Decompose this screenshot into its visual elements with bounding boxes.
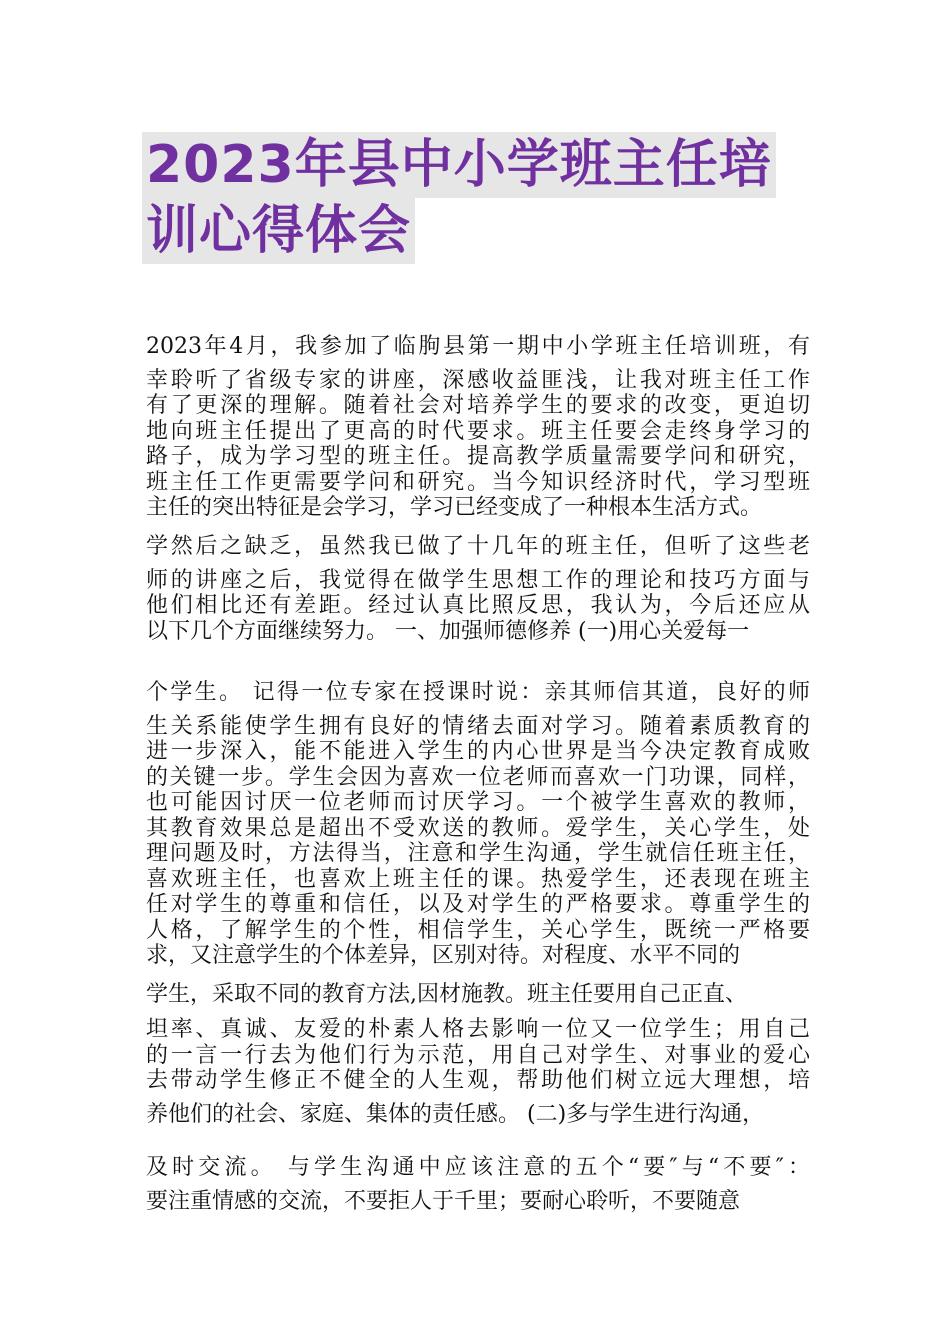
text-line: 主任的突出特征是会学习，学习已经变成了一种根本生活方式。 bbox=[146, 495, 763, 520]
title-line-2: 训心得体会 bbox=[142, 198, 415, 264]
text-line: 以下几个方面继续努力。 一、加强师德修养 (一)用心关爱每一 bbox=[146, 618, 750, 644]
text-line: 喜欢班主任，也喜欢上班主任的课。热爱学生，还表现在班主 bbox=[146, 866, 810, 892]
text-line: 求，又注意学生的个体差异，区别对待。对程度、水平不同的 bbox=[146, 943, 741, 968]
paragraph-2 bbox=[146, 534, 810, 644]
text-line: 个学生。 记得一位专家在授课时说：亲其师信其道，良好的师 bbox=[146, 680, 810, 705]
paragraph-4 bbox=[146, 982, 810, 1008]
paragraph-3 bbox=[146, 680, 810, 969]
text-line: 幸聆听了省级专家的讲座，深感收益匪浅，让我对班主任工作 bbox=[146, 367, 810, 393]
text-line: 坦率、真诚、友爱的朴素人格去影响一位又一位学生；用自己 bbox=[146, 1017, 810, 1042]
text-line: 人格，了解学生的个性，相信学生，关心学生，既统一严格要 bbox=[146, 917, 810, 943]
text-line: 的关键一步。学生会因为喜欢一位老师而喜欢一门功课，同样， bbox=[146, 764, 810, 790]
text-line: 去带动学生修正不健全的人生观，帮助他们树立远大理想，培 bbox=[146, 1068, 810, 1093]
text-line: 生关系能使学生拥有良好的情绪去面对学习。随着素质教育的 bbox=[146, 713, 810, 739]
text-line: 班主任工作更需要学问和研究。当今知识经济时代，学习型班 bbox=[146, 469, 810, 495]
text-line: 2023年4月，我参加了临朐县第一期中小学班主任培训班，有 bbox=[146, 334, 810, 359]
text-line: 师的讲座之后，我觉得在做学生思想工作的理论和技巧方面与 bbox=[146, 567, 810, 593]
text-line: 他们相比还有差距。经过认真比照反思，我认为，今后还应从 bbox=[146, 593, 810, 618]
document-title bbox=[142, 132, 822, 264]
text-line: 其教育效果总是超出不受欢送的教师。爱学生，关心学生，处 bbox=[146, 815, 810, 841]
text-line: 要注重情感的交流，不要拒人于千里；要耐心聆听，不要随意 bbox=[146, 1188, 741, 1214]
text-line: 有了更深的理解。随着社会对培养学生的要求的改变，更迫切 bbox=[146, 393, 810, 418]
title-line-1: 2023年县中小学班主任培 bbox=[142, 132, 776, 198]
text-line: 养他们的社会、家庭、集体的责任感。 (二)多与学生进行沟通， bbox=[146, 1101, 765, 1127]
text-line: 任对学生的尊重和信任，以及对学生的严格要求。尊重学生的 bbox=[146, 892, 810, 917]
text-line: 的一言一行去为他们行为示范，用自己对学生、对事业的爱心 bbox=[146, 1042, 810, 1068]
text-line: 学生，采取不同的教育方法,因材施教。班主任要用自己正直、 bbox=[146, 982, 747, 1007]
text-line: 路子，成为学习型的班主任。提高教学质量需要学问和研究， bbox=[146, 444, 810, 469]
paragraph-5 bbox=[146, 1017, 810, 1127]
text-line: 理问题及时，方法得当，注意和学生沟通，学生就信任班主任， bbox=[146, 841, 810, 866]
text-line: 及时交流。 与学生沟通中应该注意的五个“要″与“不要″： bbox=[146, 1155, 810, 1180]
paragraph-6 bbox=[146, 1155, 810, 1214]
text-line: 也可能因讨厌一位老师而讨厌学习。一个被学生喜欢的教师， bbox=[146, 790, 810, 815]
text-line: 进一步深入，能不能进入学生的内心世界是当今决定教育成败 bbox=[146, 739, 810, 764]
text-line: 地向班主任提出了更高的时代要求。班主任要会走终身学习的 bbox=[146, 418, 810, 444]
paragraph-1 bbox=[146, 334, 810, 521]
text-line: 学然后之缺乏，虽然我已做了十几年的班主任，但听了这些老 bbox=[146, 534, 810, 559]
